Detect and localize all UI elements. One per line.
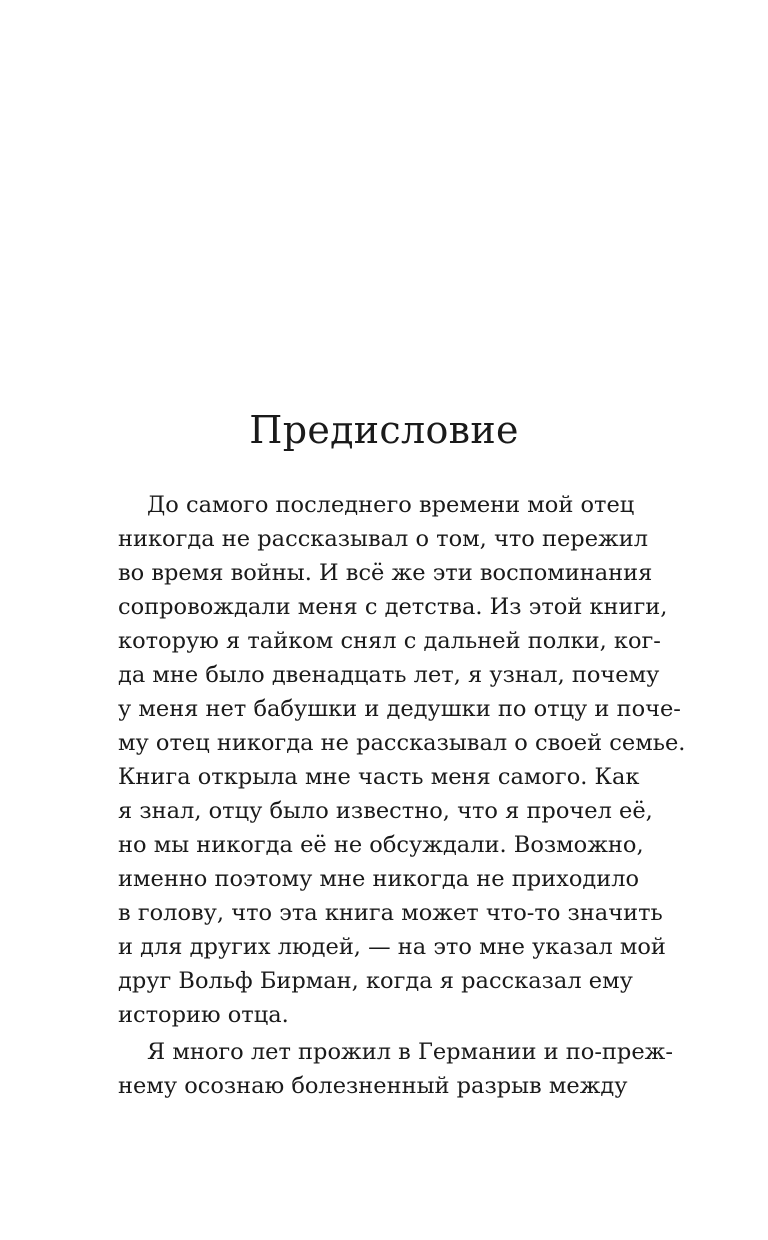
text-line: сопровождали меня с детства. Из этой книги,	[118, 594, 668, 620]
paragraph	[118, 1035, 673, 1103]
text-line: никогда не рассказывал о том, что пережил	[118, 526, 649, 552]
text-line: и для других людей, — на это мне указал мой	[118, 934, 666, 960]
chapter-title: Предисловие	[249, 408, 519, 452]
text-line: Книга открыла мне часть меня самого. Как	[118, 764, 640, 790]
body-text	[118, 488, 686, 1103]
text-line: я знал, отцу было известно, что я прочел её,	[118, 798, 653, 824]
text-line: друг Вольф Бирман, когда я рассказал ему	[118, 968, 633, 994]
text-line: во время войны. И всё же эти воспоминания	[118, 560, 653, 586]
paragraph	[118, 488, 686, 1032]
text-line: у меня нет бабушки и дедушки по отцу и поче-	[118, 696, 681, 722]
text-line: но мы никогда её не обсуждали. Возможно,	[118, 832, 644, 858]
text-line: му отец никогда не рассказывал о своей семье.	[118, 730, 686, 756]
text-line: нему осознаю болезненный разрыв между	[118, 1073, 628, 1099]
text-line: да мне было двенадцать лет, я узнал, почему	[118, 662, 660, 688]
text-line: До самого последнего времени мой отец	[147, 492, 635, 518]
text-line: именно поэтому мне никогда не приходило	[118, 866, 640, 892]
text-line: в голову, что эта книга может что-то значить	[118, 900, 663, 926]
text-line: Я много лет прожил в Германии и по-преж-	[147, 1039, 673, 1065]
text-line: которую я тайком снял с дальней полки, ког-	[118, 628, 661, 654]
text-line: историю отца.	[118, 1002, 289, 1028]
